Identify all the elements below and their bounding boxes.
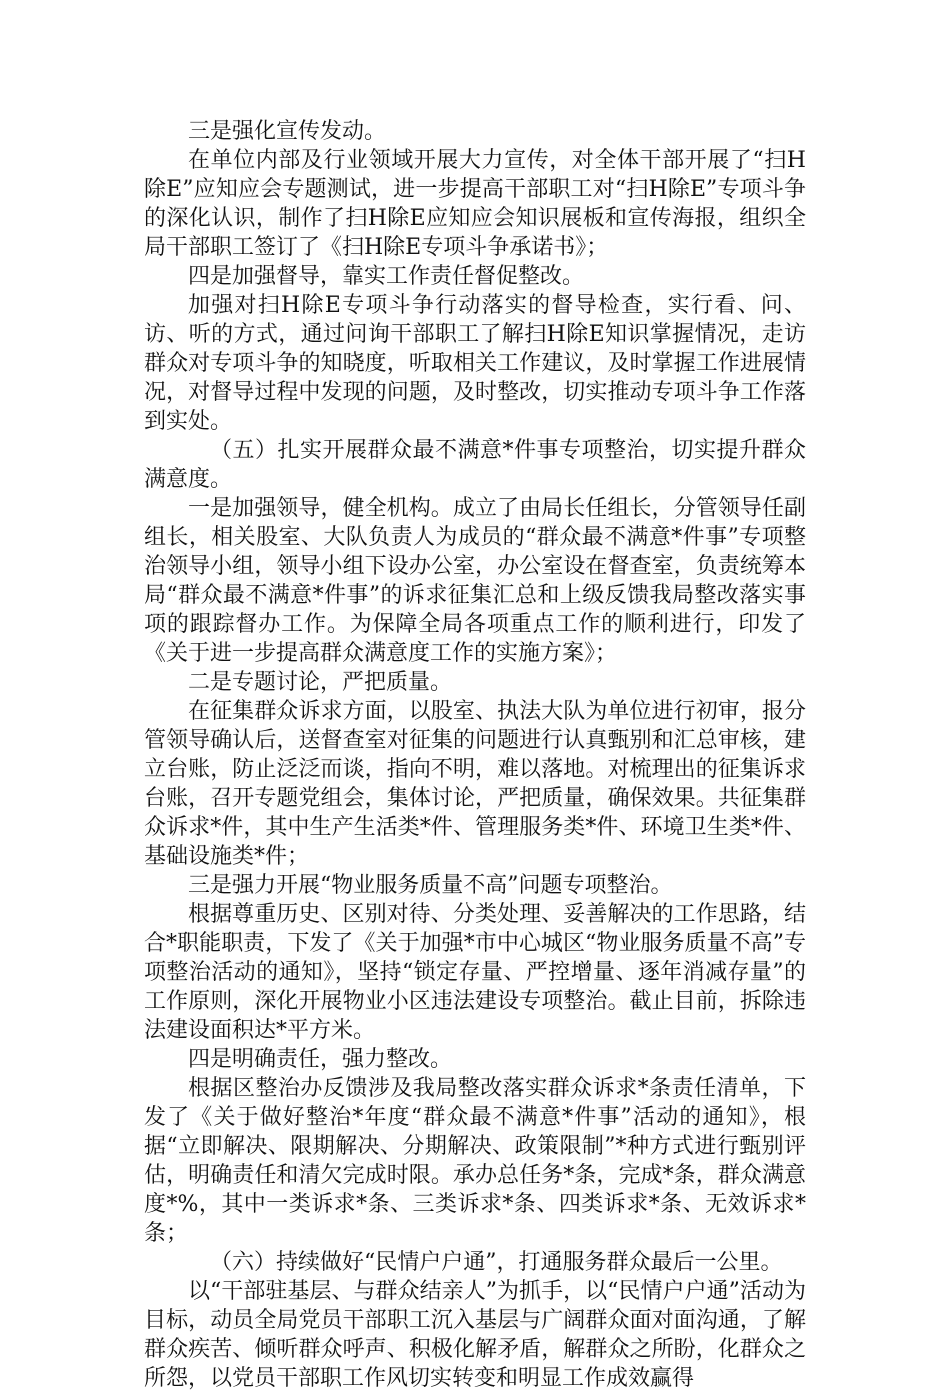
paragraph-responsibility-heading: 四是明确责任，强力整改。 <box>188 1047 453 1072</box>
section-heading-six: （六）持续做好“民情户户通”，打通服务群众最后一公里。 <box>210 1250 783 1275</box>
paragraph-supervision-heading: 四是加强督导，靠实工作责任督促整改。 <box>188 264 585 289</box>
paragraph-leadership-body: 一是加强领导，健全机构。成立了由局长任组长，分管领导任副组长，相关股室、大队负责人为成员的“群众最不满意*件事”专项整治领导小组，领导小组下设办公室，办公室设在督查室，负责统筹本局“群众最不满意*件事”的诉求征集汇总和上级反馈我局整改落实事项的跟踪督办工作。为保障全局各项重点工作的顺利进行，印发了《关于进一步提高群众满意度工作的实施方案》； <box>144 496 806 666</box>
paragraph-property-heading: 三是强力开展“物业服务质量不高”问题专项整治。 <box>188 873 673 898</box>
paragraph-property-body: 根据尊重历史、区别对待、分类处理、妥善解决的工作思路，结合*职能职责，下发了《关于加强*市中心城区“物业服务质量不高”专项整治活动的通知》，坚持“锁定存量、严控增量、逐年消减存量”的工作原则，深化开展物业小区违法建设专项整治。截止目前，拆除违法建设面积达*平方米。 <box>144 902 806 1043</box>
paragraph-supervision-body: 加强对扫H除E专项斗争行动落实的督导检查，实行看、问、访、听的方式，通过问询干部职工了解扫H除E知识掌握情况，走访群众对专项斗争的知晓度，听取相关工作建议，及时掌握工作进展情况，对督导过程中发现的问题，及时整改，切实推动专项斗争工作落到实处。 <box>144 293 806 434</box>
paragraph-discussion-heading: 二是专题讨论，严把质量。 <box>188 670 453 695</box>
section-heading-five: （五）扎实开展群众最不满意*件事专项整治，切实提升群众满意度。 <box>144 438 806 492</box>
paragraph-discussion-body: 在征集群众诉求方面，以股室、执法大队为单位进行初审，报分管领导确认后，送督查室对征集的问题进行认真甄别和汇总审核，建立台账，防止泛泛而谈，指向不明，难以落地。对梳理出的征集诉求台账，召开专题党组会，集体讨论，严把质量，确保效果。共征集群众诉求*件，其中生产生活类*件、管理服务类*件、环境卫生类*件、基础设施类*件； <box>144 699 806 869</box>
paragraph-responsibility-body: 根据区整治办反馈涉及我局整改落实群众诉求*条责任清单，下发了《关于做好整治*年度“群众最不满意*件事”活动的通知》，根据“立即解决、限期解决、分期解决、政策限制”*种方式进行甄别评估，明确责任和清欠完成时限。承办总任务*条，完成*条，群众满意度*%，其中一类诉求*条、三类诉求*条、四类诉求*条、无效诉求*条； <box>144 1076 806 1246</box>
document-body <box>144 117 806 1393</box>
paragraph-publicity-body: 在单位内部及行业领域开展大力宣传，对全体干部开展了“扫H除E”应知应会专题测试，进一步提高干部职工对“扫H除E”专项斗争的深化认识，制作了扫H除E应知应会知识展板和宣传海报，组织全局干部职工签订了《扫H除E专项斗争承诺书》； <box>144 148 806 260</box>
paragraph-minqing-body: 以“干部驻基层、与群众结亲人”为抓手，以“民情户户通”活动为目标，动员全局党员干部职工沉入基层与广阔群众面对面沟通，了解群众疾苦、倾听群众呼声、积极化解矛盾，解群众之所盼，化群众之所怨，以党员干部职工作风切实转变和明显工作成效赢得 <box>144 1279 806 1391</box>
paragraph-publicity-heading: 三是强化宣传发动。 <box>188 119 387 144</box>
